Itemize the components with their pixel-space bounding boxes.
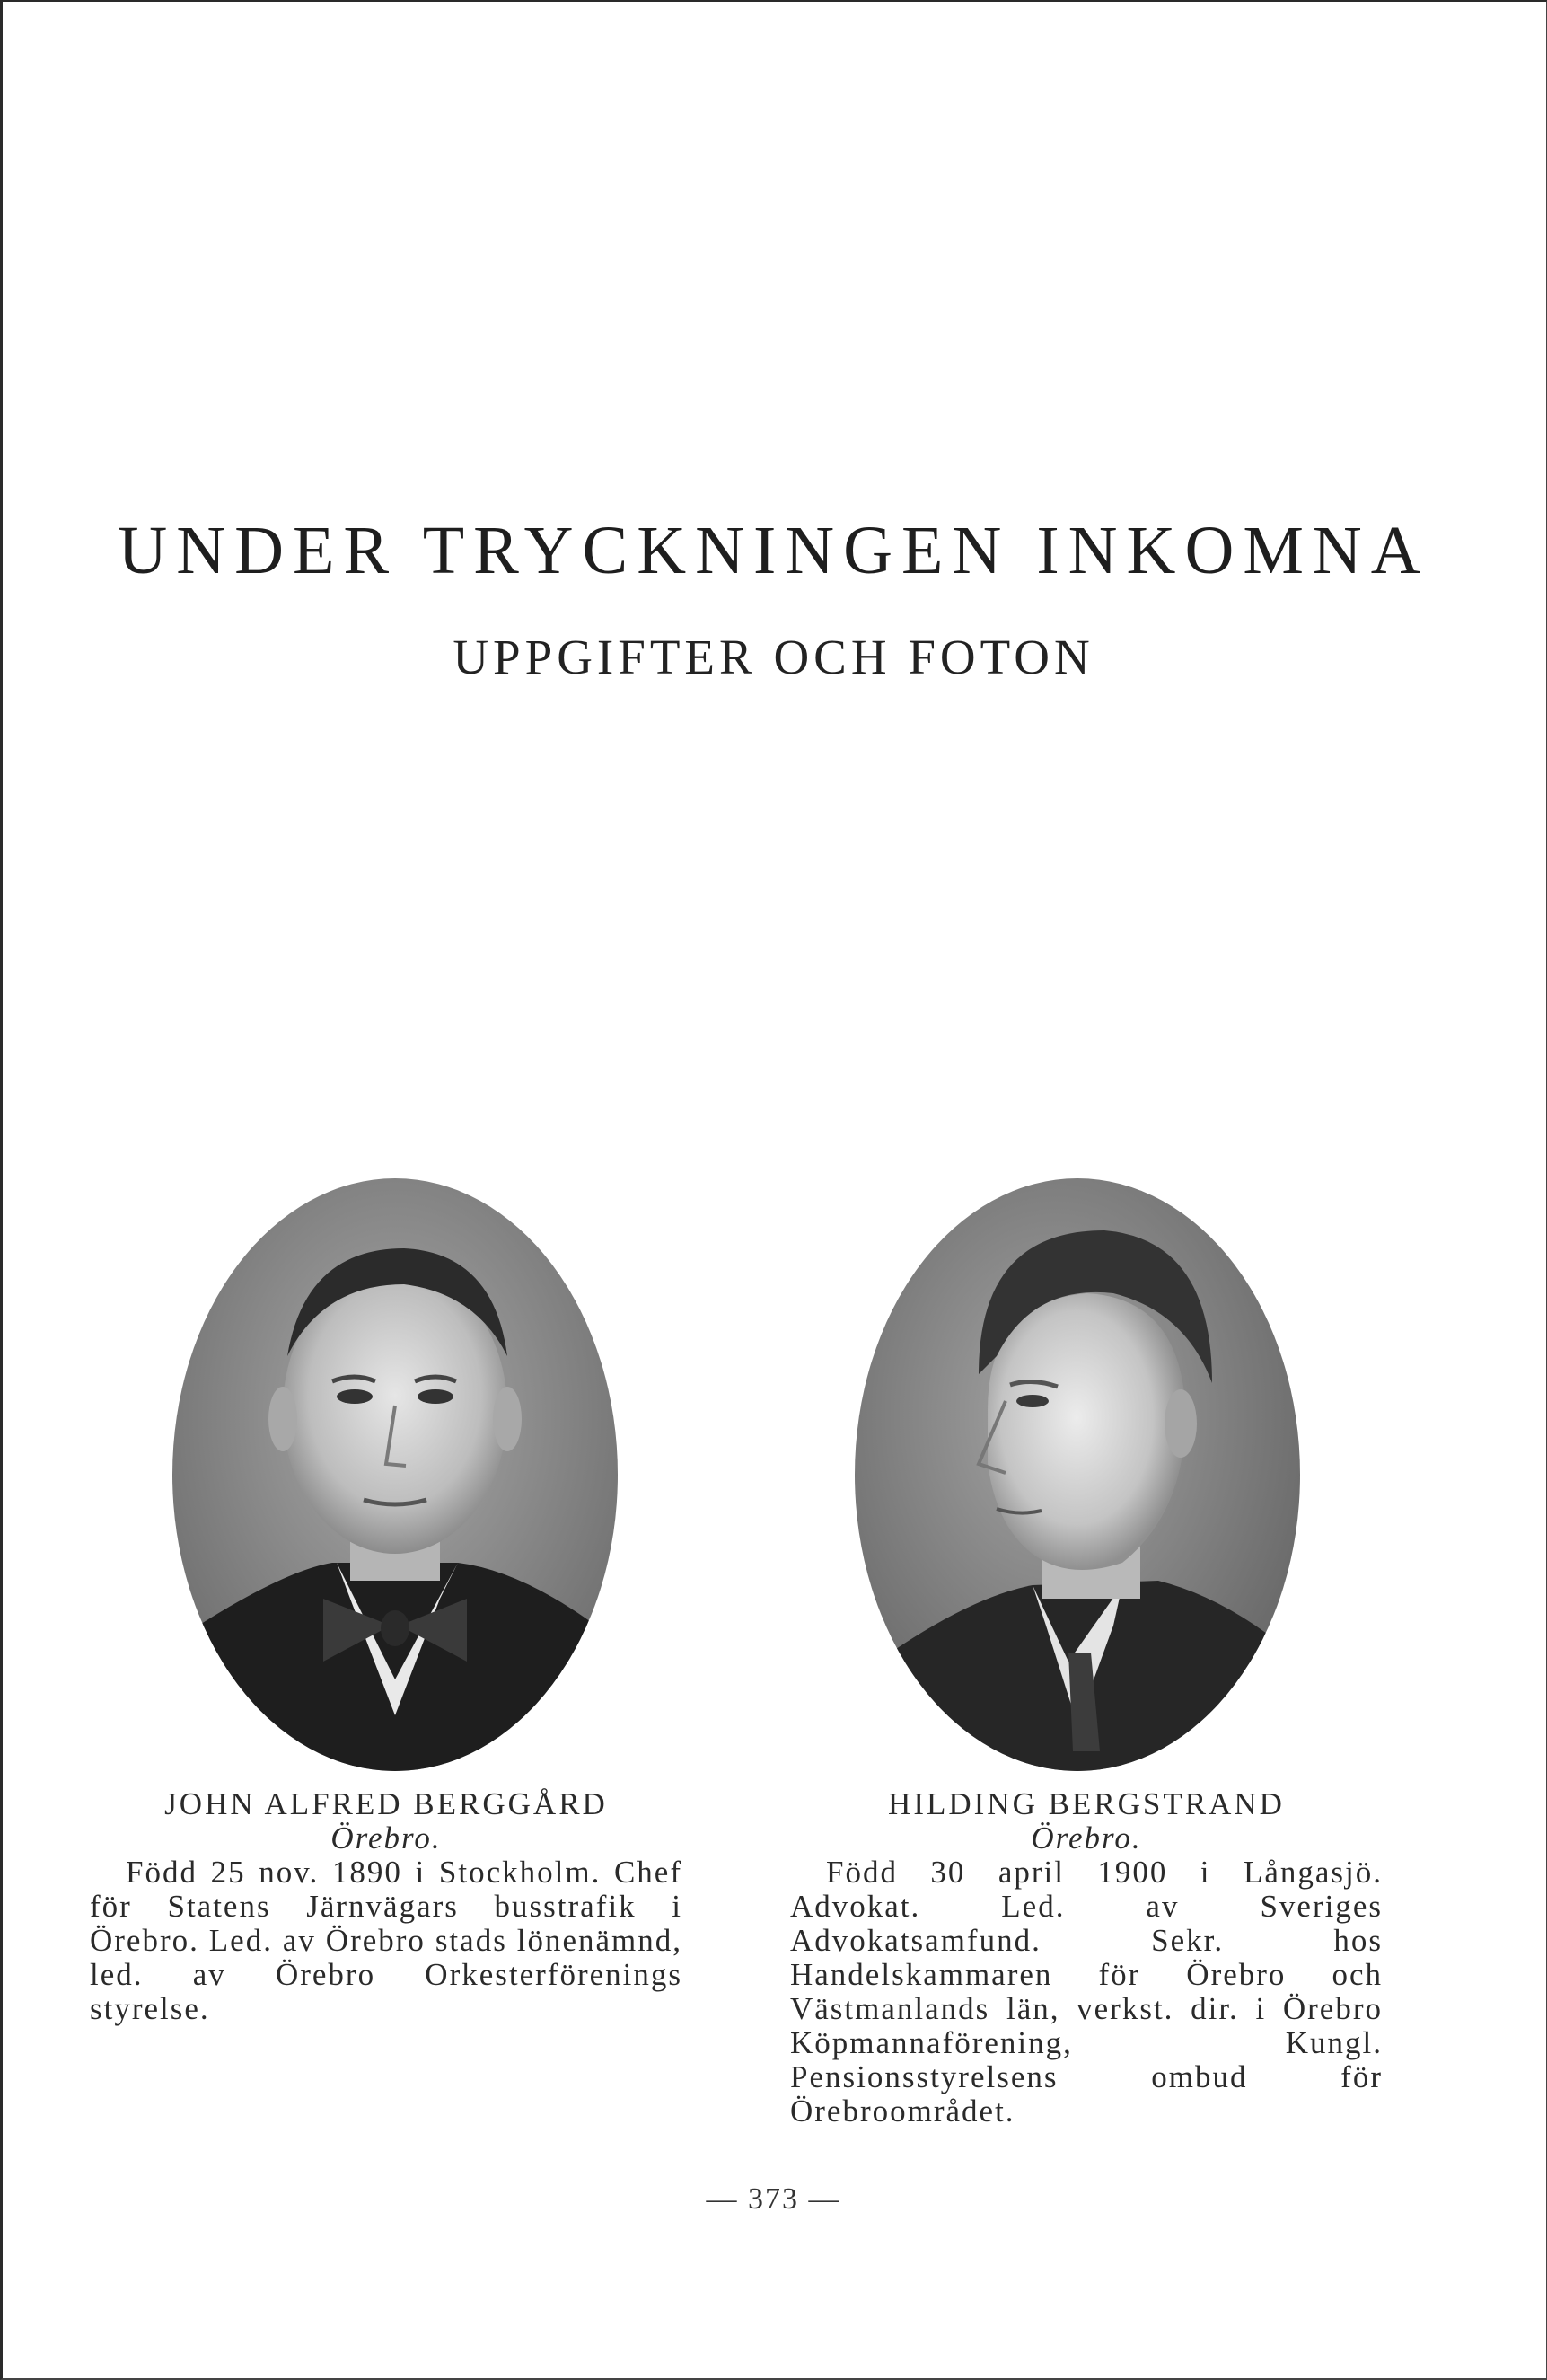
page-number: — 373 — bbox=[706, 2182, 841, 2216]
person-name: HILDING BERGSTRAND bbox=[888, 1786, 1285, 1821]
bio-bergstrand bbox=[790, 1787, 1383, 2129]
person-city: Örebro. bbox=[1031, 1820, 1142, 1856]
person-biography: Född 30 april 1900 i Långasjö. Advokat. Led. av Sveriges Advokatsamfund. Sekr. hos Handelskammaren för Örebro och Västmanlands län, verkst. dir. i Örebro Köpmannaförening, Kungl. Pensionsstyrelsens ombud för Örebroområdet. bbox=[790, 1855, 1383, 2129]
portrait-photo-berggard bbox=[171, 1177, 620, 1774]
person-name: JOHN ALFRED BERGGÅRD bbox=[164, 1786, 608, 1821]
person-city: Örebro. bbox=[330, 1820, 442, 1856]
portrait-photo-bergstrand bbox=[853, 1177, 1302, 1774]
page-subtitle: UPPGIFTER OCH FOTON bbox=[453, 630, 1094, 684]
page-title: UNDER TRYCKNINGEN INKOMNA bbox=[118, 513, 1429, 588]
bio-berggard bbox=[90, 1787, 682, 2026]
person-biography: Född 25 nov. 1890 i Stockholm. Chef för Statens Järnvägars busstrafik i Örebro. Led. av Örebro stads lönenämnd, led. av Örebro Orkesterförenings styrelse. bbox=[90, 1855, 682, 2026]
